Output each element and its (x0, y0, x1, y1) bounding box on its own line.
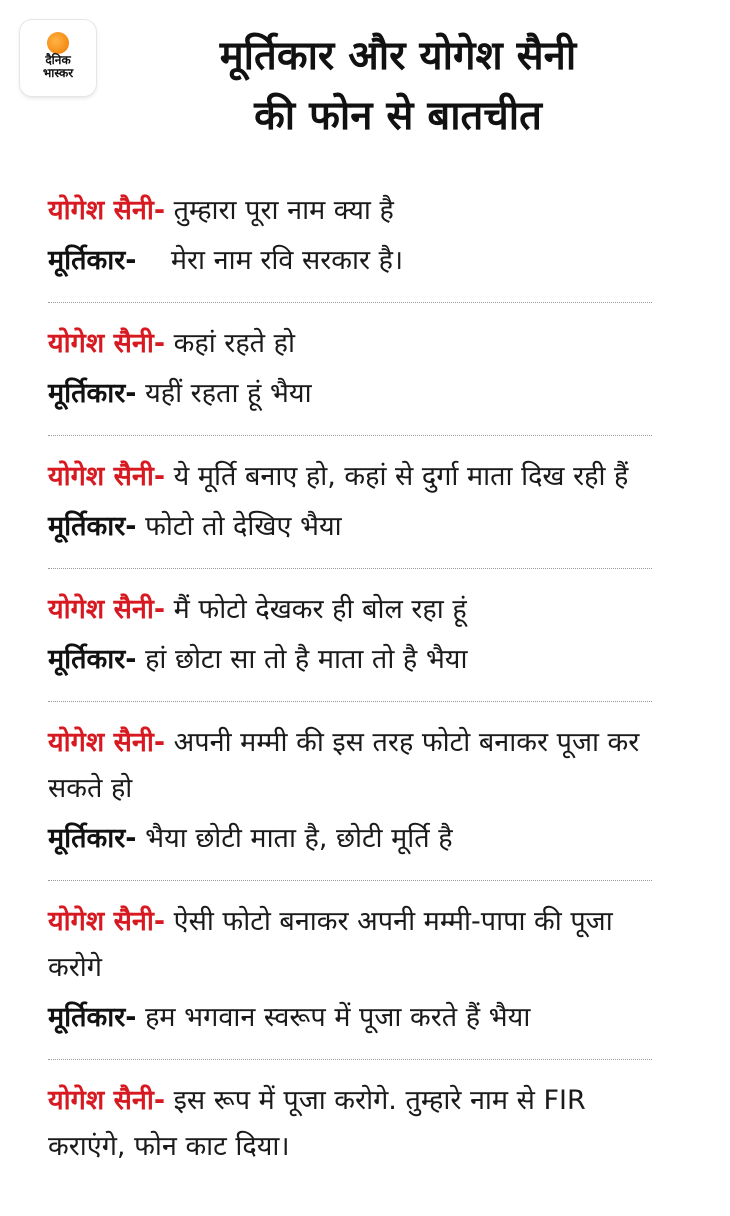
speaker-yogesh: योगेश सैनी- (48, 461, 166, 492)
speaker-yogesh: योगेश सैनी- (48, 594, 166, 625)
answer-text: भैया छोटी माता है, छोटी मूर्ति है (136, 823, 453, 854)
speaker-yogesh: योगेश सैनी- (48, 906, 166, 937)
conversation (48, 188, 652, 1170)
question-text: ऐसी फोटो बनाकर अपनी मम्मी-पापा की पूजा करोगे (48, 906, 613, 983)
exchange-1 (48, 188, 652, 284)
title-line-1: मूर्तिकार और योगेश सैनी (219, 33, 577, 79)
logo-text (43, 54, 73, 80)
answer-text: फोटो तो देखिए भैया (136, 511, 342, 542)
speaker-sculptor: मूर्तिकार- (48, 644, 137, 675)
question-line (48, 188, 652, 234)
question-line (48, 587, 652, 633)
question-text: मैं फोटो देखकर ही बोल रहा हूं (165, 594, 467, 625)
title-line-2: की फोन से बातचीत (254, 93, 542, 139)
divider (48, 435, 652, 436)
question-line (48, 1078, 652, 1170)
exchange-3 (48, 454, 652, 550)
divider (48, 880, 652, 881)
sun-icon (47, 32, 69, 54)
answer-text: यहीं रहता हूं भैया (136, 378, 312, 409)
answer-text: मेरा नाम रवि सरकार है। (136, 245, 404, 276)
exchange-2 (48, 321, 652, 417)
question-line (48, 899, 652, 991)
exchange-7 (48, 1078, 652, 1170)
question-line (48, 720, 652, 812)
divider (48, 701, 652, 702)
question-text: इस रूप में पूजा करोगे. तुम्हारे नाम से FIR कराएंगे, फोन काट दिया। (48, 1085, 586, 1162)
question-line (48, 321, 652, 367)
question-text: कहां रहते हो (165, 328, 295, 359)
exchange-4 (48, 587, 652, 683)
speaker-sculptor: मूर्तिकार- (48, 378, 137, 409)
answer-text: हां छोटा सा तो है माता तो है भैया (136, 644, 468, 675)
question-text: अपनी मम्मी की इस तरह फोटो बनाकर पूजा कर सकते हो (48, 727, 640, 804)
question-text: ये मूर्ति बनाए हो, कहां से दुर्गा माता दिख रही हैं (165, 461, 629, 492)
logo-line-2: भास्कर (42, 66, 74, 80)
answer-text: हम भगवान स्वरूप में पूजा करते हैं भैया (136, 1002, 531, 1033)
logo-line-1: दैनिक (45, 53, 71, 67)
speaker-sculptor: मूर्तिकार- (48, 1002, 137, 1033)
divider (48, 302, 652, 303)
page-title (118, 26, 678, 146)
speaker-yogesh: योगेश सैनी- (48, 1085, 166, 1116)
answer-line (48, 238, 652, 284)
question-text: तुम्हारा पूरा नाम क्या है (165, 195, 394, 226)
answer-line (48, 637, 652, 683)
speaker-yogesh: योगेश सैनी- (48, 727, 166, 758)
speaker-sculptor: मूर्तिकार- (48, 823, 137, 854)
divider (48, 568, 652, 569)
exchange-6 (48, 899, 652, 1041)
speaker-sculptor: मूर्तिकार- (48, 245, 137, 276)
speaker-sculptor: मूर्तिकार- (48, 511, 137, 542)
exchange-5 (48, 720, 652, 862)
answer-line (48, 504, 652, 550)
speaker-yogesh: योगेश सैनी- (48, 195, 166, 226)
dainik-bhaskar-logo (20, 20, 96, 96)
answer-line (48, 371, 652, 417)
speaker-yogesh: योगेश सैनी- (48, 328, 166, 359)
answer-line (48, 816, 652, 862)
divider (48, 1059, 652, 1060)
answer-line (48, 995, 652, 1041)
question-line (48, 454, 652, 500)
